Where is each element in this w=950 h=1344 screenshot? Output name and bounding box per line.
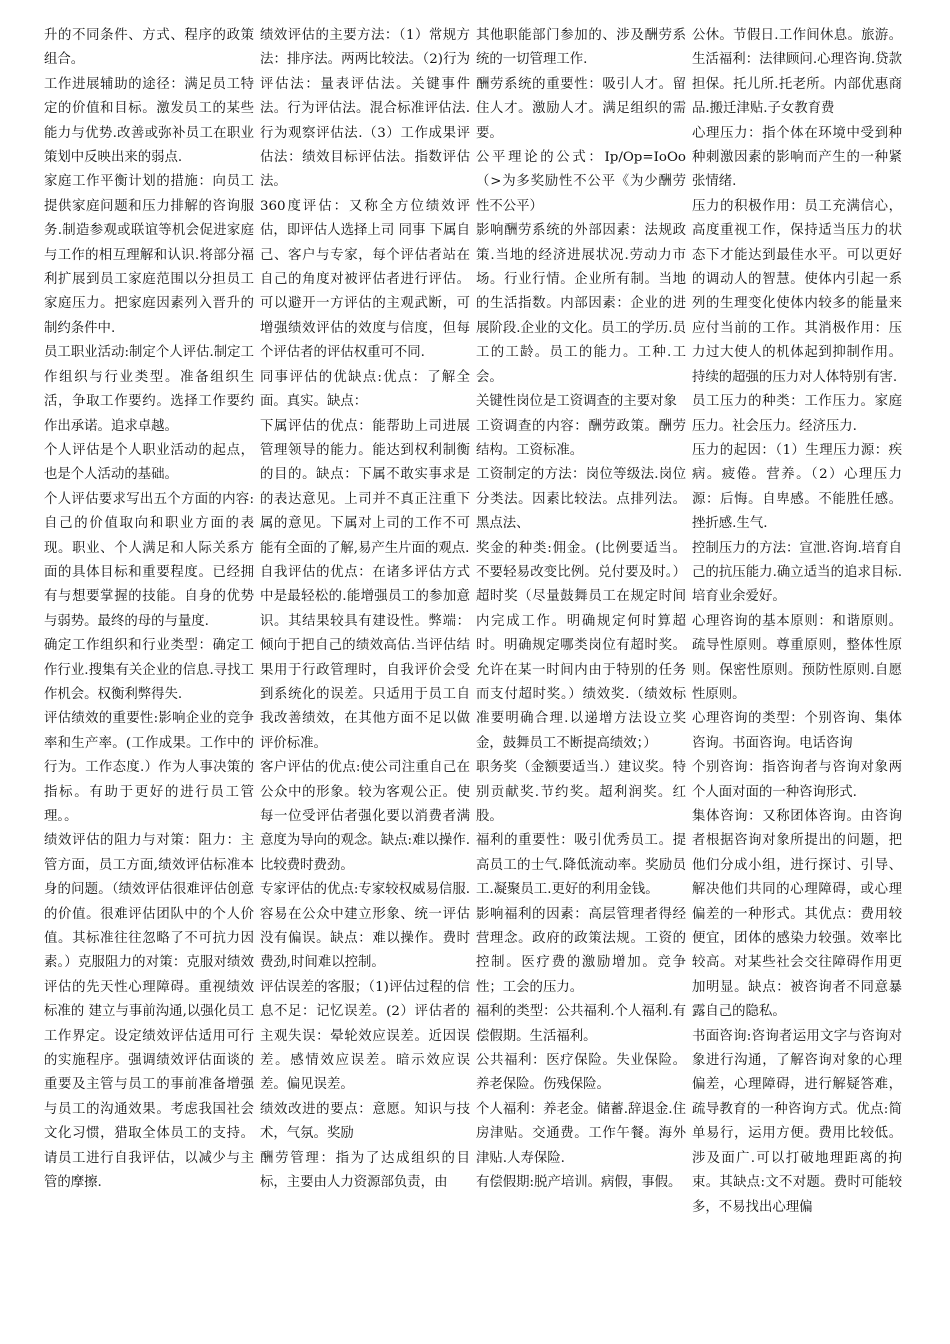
paragraph: 公平理论的公式：Ip/Op=IoOo（>为多奖励性不公平《为少酬劳性不公平） xyxy=(476,150,686,214)
paragraph: 评估误差的客服；（1)评估过程的信息不足：记忆误差。(2）评估者的主观失误：晕轮效应误差。近因误差。感情效应误差。暗示效应误差。偏见误差。 xyxy=(260,979,470,1093)
paragraph: 控制压力的方法：宣泄.咨询.培育自己的抗压能力.确立适当的追求目标.培育业余爱好。 xyxy=(692,540,902,605)
paragraph: 心理咨询的类型：个别咨询、集体咨询。书面咨询。电话咨询 xyxy=(692,711,902,751)
paragraph: 自我评估的优点：在诸多评估方式中是最轻松的.能增强员工的参加意识。其结果较具有建设性。弊端：倾向于把自己的绩效高估.当评估结果用于行政管理时，自我评价会受到系统化的误差。只适用于员工自我改善绩效，在其他方面不足以做评价标准。 xyxy=(260,564,470,751)
paragraph: 压力的起因：（1）生理压力源：疾病。疲倦。营养。（2）心理压力源：后悔。自卑感。不能胜任感。挫折感.生气. xyxy=(692,442,902,532)
paragraph: 员工压力的种类：工作压力。家庭压力。社会压力。经济压力. xyxy=(692,394,902,434)
text-column-3 xyxy=(476,24,692,1324)
paragraph: 酬劳系统的重要性：吸引人才。留住人才。激励人才。满足组织的需要。 xyxy=(476,76,686,141)
paragraph: 有偿假期:脱产培训。病假，事假。 xyxy=(476,1175,682,1191)
paragraph: 360度评估：又称全方位绩效评估，即评估人选择上司 同事 下属自己、客户与专家，每个评估者站在自己的角度对被评估者进行评估。可以避开一方评估的主观武断，可增强绩效评估的效度与信度，但每个评估者的评估权重可不同. xyxy=(260,198,470,361)
paragraph: 酬劳管理：指为了达成组织的目标，主要由人力资源部负责，由 xyxy=(260,1150,470,1191)
paragraph: 书面咨询:咨询者运用文字与咨询对象进行沟通，了解咨询对象的心理偏差，心理障碍，进行解疑答难，疏导教育的一种咨询方式。优点:简单易行，运用方便。费用比较低。涉及面广.可以打破地理距离的拘束。其缺点:文不对题。费时可能较多，不易找出心理偏 xyxy=(692,1028,902,1215)
paragraph: 绩效改进的要点：意愿。知识与技术，气氛。奖励 xyxy=(260,1101,470,1142)
paragraph: 专家评估的优点:专家较权威易信服.容易在公众中建立形象、统一评估没有偏误。缺点：难以操作。费时费劲,时间难以控制。 xyxy=(260,882,470,971)
paragraph: 奖金的种类:佣金。(比例要适当。不要轻易改变比例。兑付要及时。）超时奖（尽量鼓舞员工在规定时间内完成工作。明确规定何时算超时。明确规定哪类岗位有超时奖。允许在某一时间内由于特别的任务而支付超时奖。）绩效奖.（绩效标准要明确合理.以递增方法设立奖金，鼓舞员工不断提高绩效；） xyxy=(476,540,686,751)
paragraph: 集体咨询：又称团体咨询。由咨询者根据咨询对象所提出的问题，把他们分成小组，进行探讨、引导、解决他们共同的心理障碍，或心理偏差的一种形式。其优点：费用较便宜，团体的感染力较强。效率比较高。对某些社会交往障碍作用更加明显。缺点：被咨询者不同意暴露自己的隐私。 xyxy=(692,809,902,1020)
paragraph: 员工职业活动:制定个人评估.制定工作组织与行业类型。准备组织生活，争取工作要约。选择工作要约作出承诺。追求卓越。 xyxy=(44,345,254,434)
paragraph: 个人评估是个人职业活动的起点，也是个人活动的基础。 xyxy=(44,442,254,483)
paragraph: 工资调查的内容：酬劳政策。酬劳结构。工资标准。 xyxy=(476,418,686,458)
paragraph: 下属评估的优点：能帮助上司进展管理领导的能力。能达到权利制衡的目的。缺点：下属不敢实事求是的表达意见。上司并不真正注重下属的意见。下属对上司的工作不可能有全面的了解,易产生片面的观点. xyxy=(260,418,470,556)
paragraph: 其他职能部门参加的、涉及酬劳系统的一切管理工作. xyxy=(476,28,686,68)
text-column-1 xyxy=(44,24,260,1324)
paragraph: 个人评估要求写出五个方面的内容:自己的价值取向和职业方面的表现。职业、个人满足和人际关系方面的具体目标和重要程度。已经拥有与想要掌握的技能。自身的优势与弱势。最终的母的与量度. xyxy=(44,491,254,629)
paragraph: 公共福利：医疗保险。失业保险。养老保险。伤残保险。 xyxy=(476,1053,686,1093)
paragraph: 心理咨询的基本原则：和谐原则。疏导性原则。尊重原则，整体性原则。保密性原则。预防性原则.自愿性原则。 xyxy=(692,613,902,702)
paragraph: 影响酬劳系统的外部因素：法规政策.当地的经济进展状况.劳动力市场。行业行情。企业所有制。当地的生活指数。内部因素：企业的进展阶段.企业的文化。员工的学历.员工的工龄。员工的能力。工种.工会。 xyxy=(476,223,686,385)
text-column-4 xyxy=(692,24,908,1324)
paragraph: 同事评估的优缺点:优点：了解全面。真实。缺点： xyxy=(260,369,470,410)
paragraph: 绩效评估的阻力与对策：阻力：主管方面，员工方面,绩效评估标准本身的问题。（绩效评估很难评估创意的价值。很难评估团队中的个人价值。其标准往往忽略了不可抗力因素。）克服阻力的对策：克服对绩效评估的先天性心理障碍。重视绩效标准的 建立与事前沟通,以强化员工工作界定。设定绩效评估适用可行的实施程序。强调绩效评估面谈的重要及主管与员工的事前准备增强与员工的沟通效果。考虑我国社会文化习惯，猎取全体员工的支持。请员工进行自我评估，以减少与主管的摩擦. xyxy=(44,833,254,1191)
paragraph: 评估绩效的重要性:影响企业的竞争率和生产率。(工作成果。工作中的行为。工作态度.）作为人事决策的指标。有助于更好的进行员工管理。。 xyxy=(44,711,254,824)
paragraph: 福利的重要性：吸引优秀员工。提高员工的士气.降低流动率。奖励员工.凝聚员工.更好的利用金钱。 xyxy=(476,833,686,898)
paragraph: 客户评估的优点:使公司注重自己在公众中的形象。较为客观公正。使每一位受评估者强化要以消费者满意度为导向的观念。缺点:难以操作.比较费时费劲。 xyxy=(260,760,470,873)
paragraph: 职务奖（金额要适当.）建议奖。特别贡献奖.节约奖。超利润奖。红股。 xyxy=(476,760,686,824)
paragraph: 公休。节假日.工作间休息。旅游。生活福利：法律顾问.心理咨询.贷款担保。托儿所.托老所。内部优惠商品.搬迁津贴.子女教育费 xyxy=(692,28,902,117)
paragraph: 工资制定的方法：岗位等级法.岗位分类法。因素比较法。点排列法。黑点法、 xyxy=(476,467,686,532)
paragraph: 个人福利：养老金。储蓄.辞退金.住房津贴。交通费。工作午餐。海外津贴.人寿保险. xyxy=(476,1101,686,1166)
paragraph: 绩效评估的主要方法：（1）常规方法：排序法。两两比较法。（2)行为评估法：量表评估法。关键事件法。行为评估法。混合标准评估法.行为观察评估法.（3）工作成果评估法：绩效目标评估法。指数评估法。 xyxy=(260,28,470,190)
text-column-2 xyxy=(260,24,476,1324)
paragraph: 压力的积极作用：员工充满信心，高度重视工作，保持适当压力的状态下才能达到最佳水平。可以更好的调动人的智慧。使体内引起一系列的生理变化使体内较多的能量来应付当前的工作。其消极作用：压力过大使人的机体起到抑制作用。持续的超强的压力对人体特别有害. xyxy=(692,198,902,385)
paragraph: 影响福利的因素：高层管理者得经营理念。政府的政策法规。工资的控制。医疗费的激励增加。竞争性；工会的压力。 xyxy=(476,906,686,995)
paragraph: 家庭工作平衡计划的措施：向员工提供家庭问题和压力排解的咨询服务.制造参观或联谊等机会促进家庭与工作的相互理解和认识.将部分福利扩展到员工家庭范围以分担员工家庭压力。把家庭因素列入晋升的制约条件中. xyxy=(44,174,254,336)
paragraph: 关键性岗位是工资调查的主要对象 xyxy=(476,394,677,410)
paragraph: 升的不同条件、方式、程序的政策组合。 xyxy=(44,28,254,68)
document-page xyxy=(44,24,910,1324)
paragraph: 福利的类型：公共福利.个人福利.有偿假期。生活福利。 xyxy=(476,1004,686,1044)
paragraph: 确定工作组织和行业类型：确定工作行业.搜集有关企业的信息.寻找工作机会。权衡利弊得失. xyxy=(44,638,254,702)
paragraph: 心理压力：指个体在环境中受到种种刺激因素的影响而产生的一种紧张情绪. xyxy=(692,125,902,190)
paragraph: 个别咨询：指咨询者与咨询对象两个人面对面的一种咨询形式. xyxy=(692,760,902,800)
paragraph: 工作进展辅助的途径：满足员工特定的价值和目标。激发员工的某些能力与优势.改善或弥补员工在职业策划中反映出来的弱点. xyxy=(44,76,254,166)
